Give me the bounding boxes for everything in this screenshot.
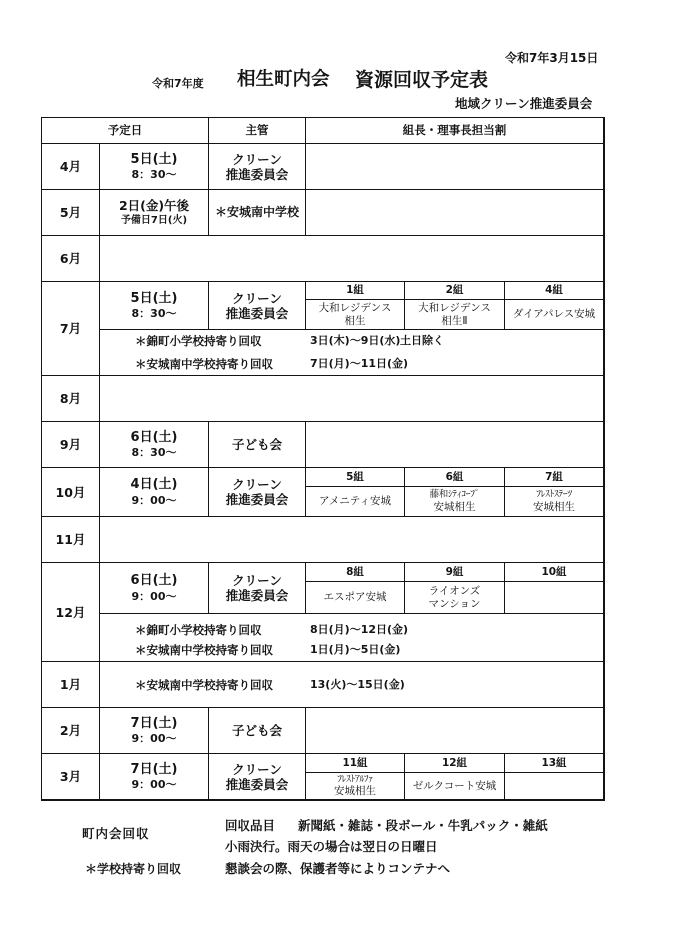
month-cell-nov: 11月 — [42, 517, 100, 563]
time: 8：30〜 — [131, 446, 177, 460]
date-cell-feb — [100, 708, 209, 754]
header-date: 予定日 — [42, 118, 209, 144]
note-items: 新聞紙・雑誌・段ボール・牛乳パック・雑紙 — [298, 818, 548, 833]
group-label: 6組 — [405, 468, 505, 487]
month-cell-aug: 8月 — [42, 376, 100, 422]
dropoff-note: 土日除く — [400, 334, 444, 347]
dropoff-label: ＊錦町小学校持寄り回収 — [135, 334, 262, 348]
organization: 地域クリーン推進委員会 — [455, 96, 593, 111]
dropoff-period: 8日(月)〜12日(金) — [310, 623, 409, 636]
group-residence: アメニティ安城 — [306, 487, 405, 517]
date: 6日(土) — [130, 429, 178, 445]
dropoff-label: ＊安城南中学校持寄り回収 — [135, 643, 273, 657]
dropoff-period: 1日(月)〜5日(金) — [310, 643, 401, 656]
title-main: 相生町内会 — [237, 69, 330, 90]
dropoff-period: 7日(月)〜11日(金) — [310, 357, 409, 370]
date-cell-oct — [100, 468, 209, 517]
date: 4日(土) — [130, 477, 178, 493]
month-cell-feb: 2月 — [42, 708, 100, 754]
group-label: 7組 — [505, 468, 604, 487]
dropoff-period: 3日(木)〜9日(水) — [310, 334, 401, 347]
date-cell-dec — [100, 563, 209, 614]
date-cell-may — [100, 190, 209, 236]
note-school-label: ＊学校持寄り回収 — [85, 862, 182, 876]
date: 6日(土) — [130, 573, 178, 589]
group-label: 5組 — [306, 468, 405, 487]
group-label: 9組 — [405, 563, 505, 582]
month-cell-jul: 7月 — [42, 282, 100, 376]
month-cell-sep: 9月 — [42, 422, 100, 468]
group-residence-empty — [505, 773, 604, 800]
date-cell-apr — [100, 144, 209, 190]
group-label: 1組 — [306, 282, 405, 300]
month-cell-jun: 6月 — [42, 236, 100, 282]
group-residence: 大和レジデンス 相生Ⅱ — [405, 300, 505, 330]
group-residence: ライオンズ マンション — [405, 582, 505, 614]
dropoff-line — [100, 330, 603, 352]
group-residence: ﾌﾚｽﾄｱﾙﾌｧ 安城相生 — [306, 773, 405, 800]
issue-date: 令和7年3月15日 — [505, 51, 599, 65]
dropoff-line — [100, 674, 603, 696]
dropoff-line — [100, 353, 603, 375]
group-residence: ゼルクコート安城 — [405, 773, 505, 800]
group-label: 11組 — [306, 754, 405, 773]
month-cell-dec: 12月 — [42, 563, 100, 662]
group-residence: 藤和ｼﾃｨｺｰﾌﾟ 安城相生 — [405, 487, 505, 517]
host-cell-apr: クリーン 推進委員会 — [209, 144, 306, 190]
group-label: 12組 — [405, 754, 505, 773]
school-dropoff-cell-dec — [100, 614, 604, 662]
group-label: 8組 — [306, 563, 405, 582]
time: 9：00〜 — [131, 732, 177, 746]
group-residence: 大和レジデンス 相生 — [306, 300, 405, 330]
group-label: 13組 — [505, 754, 604, 773]
month-cell-mar: 3月 — [42, 754, 100, 800]
dropoff-label: ＊安城南中学校持寄り回収 — [135, 357, 273, 371]
title-sub: 資源回収予定表 — [355, 69, 489, 91]
group-label: 2組 — [405, 282, 505, 300]
schedule-table — [42, 118, 604, 800]
dropoff-label: ＊安城南中学校持寄り回収 — [135, 678, 273, 692]
host-cell-mar: クリーン 推進委員会 — [209, 754, 306, 800]
date: 7日(土) — [130, 761, 178, 777]
host-cell-oct: クリーン 推進委員会 — [209, 468, 306, 517]
reserve-date: 予備日7日(火) — [120, 215, 188, 226]
fiscal-year: 令和7年度 — [152, 77, 204, 90]
month-cell-jan: 1月 — [42, 662, 100, 708]
groups-cell-may-empty — [306, 190, 604, 236]
note-school-text: 懇談会の際、保護者等によりコンテナへ — [225, 861, 451, 876]
month-cell-apr: 4月 — [42, 144, 100, 190]
header-host: 主管 — [209, 118, 306, 144]
dropoff-label: ＊錦町小学校持寄り回収 — [135, 623, 262, 637]
group-residence-empty — [505, 582, 604, 614]
host-cell-sep: 子ども会 — [209, 422, 306, 468]
time: 9：00〜 — [131, 589, 177, 603]
date-cell-sep — [100, 422, 209, 468]
dropoff-line — [100, 619, 603, 641]
note-rain-policy: 小雨決行。雨天の場合は翌日の日曜日 — [225, 839, 438, 854]
host-cell-feb: 子ども会 — [209, 708, 306, 754]
host-cell-may: ＊安城南中学校 — [209, 190, 306, 236]
month-cell-oct: 10月 — [42, 468, 100, 517]
row-cell-nov-empty — [100, 517, 604, 563]
date-cell-jul — [100, 282, 209, 330]
time: 9：00〜 — [131, 778, 177, 792]
month-cell-may: 5月 — [42, 190, 100, 236]
date: 2日(金)午後 — [118, 198, 190, 213]
group-residence: エスポア安城 — [306, 582, 405, 614]
host-cell-jul: クリーン 推進委員会 — [209, 282, 306, 330]
groups-cell-sep-empty — [306, 422, 604, 468]
school-dropoff-cell-jan — [100, 662, 604, 708]
group-residence: ﾌﾚｽﾄｽﾃｰﾂ 安城相生 — [505, 487, 604, 517]
group-residence: ダイアパレス安城 — [505, 300, 604, 330]
groups-cell-feb-empty — [306, 708, 604, 754]
group-label: 10組 — [505, 563, 604, 582]
time: 8：30〜 — [131, 307, 177, 321]
date: 5日(土) — [130, 151, 178, 167]
dropoff-period: 13(火)〜15日(金) — [310, 678, 405, 691]
school-dropoff-cell-jul — [100, 330, 604, 376]
dropoff-line — [100, 639, 603, 661]
host-cell-dec: クリーン 推進委員会 — [209, 563, 306, 614]
row-cell-aug-empty — [100, 376, 604, 422]
note-chonaikai-label: 町内会回収 — [82, 826, 150, 841]
time: 8：30〜 — [131, 168, 177, 182]
group-label: 4組 — [505, 282, 604, 300]
time: 9：00〜 — [131, 493, 177, 507]
header-groups: 組長・理事長担当割 — [306, 118, 604, 144]
date-cell-mar — [100, 754, 209, 800]
date: 5日(土) — [130, 290, 178, 306]
row-cell-jun-empty — [100, 236, 604, 282]
date: 7日(土) — [130, 715, 178, 731]
groups-cell-apr-empty — [306, 144, 604, 190]
note-items-label: 回収品目 — [225, 818, 276, 833]
